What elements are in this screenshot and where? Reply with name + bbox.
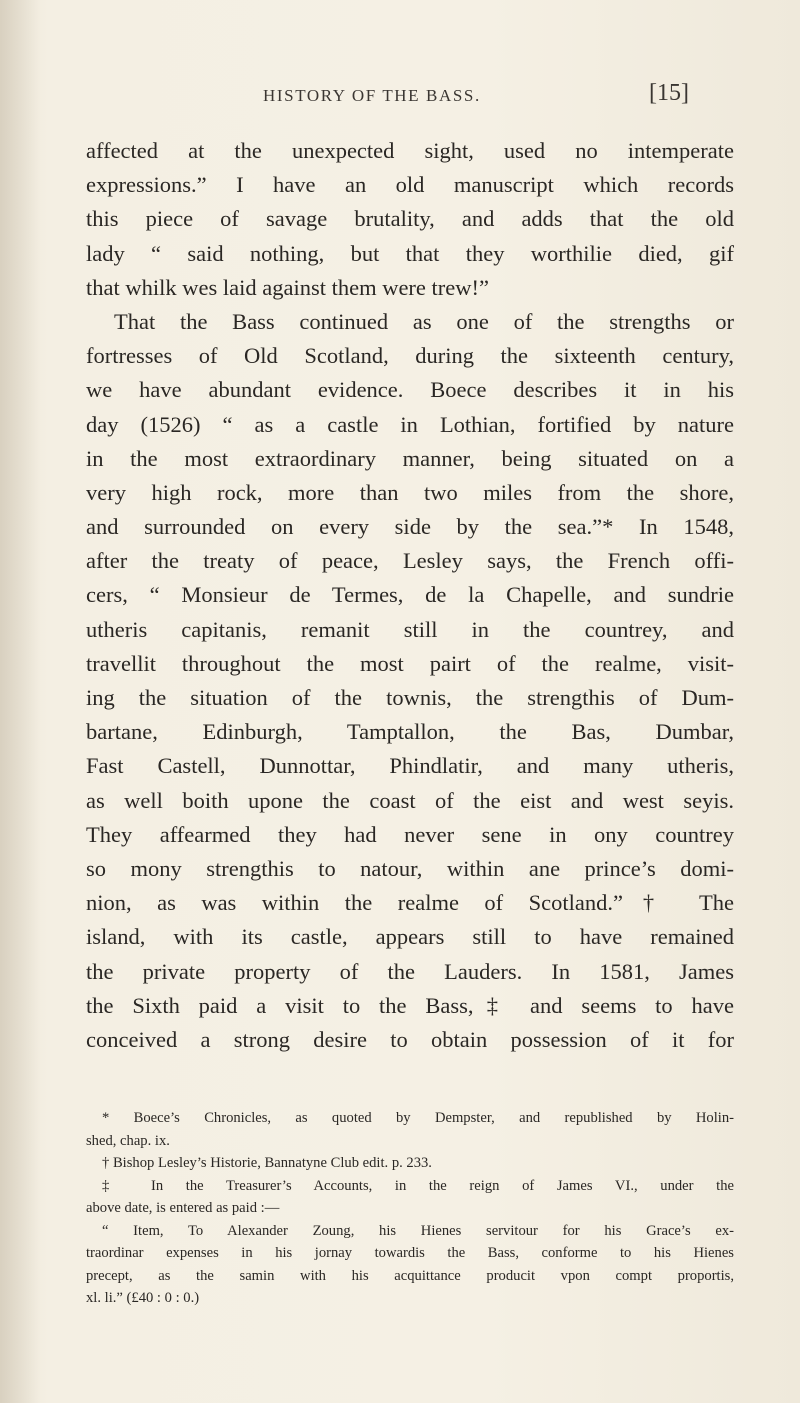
page-header: [0, 80, 800, 110]
page-gutter-shadow: [0, 0, 40, 1403]
text-line: the Sixth paid a visit to the Bass,‡ and seems to have: [86, 992, 734, 1018]
footnote-line: † Bishop Lesley’s Historie, Bannatyne Club edit. p. 233.: [102, 1155, 432, 1171]
body-text: [86, 134, 734, 1057]
running-head: HISTORY OF THE BASS.: [263, 86, 481, 105]
footnote-line: traordinar expenses in his jornay towardis the Bass, conforme to his Hienes: [86, 1245, 734, 1261]
text-line: after the treaty of peace, Lesley says, the French offi-: [86, 548, 734, 574]
text-line: day (1526) “ as a castle in Lothian, fortified by nature: [86, 411, 734, 437]
text-line: travellit throughout the most pairt of the realme, visit-: [86, 650, 734, 676]
text-line: we have abundant evidence. Boece describes it in his: [86, 377, 734, 403]
text-line: affected at the unexpected sight, used no intemperate: [86, 138, 734, 163]
text-line: and surrounded on every side by the sea.”* In 1548,: [86, 514, 734, 540]
text-line: conceived a strong desire to obtain possession of it for: [86, 1026, 734, 1052]
text-line: nion, as was within the realme of Scotland.”† The: [86, 890, 734, 916]
text-line: fortresses of Old Scotland, during the sixteenth century,: [86, 343, 734, 369]
text-line: Fast Castell, Dunnottar, Phindlatir, and many utheris,: [86, 753, 734, 779]
text-line: the private property of the Lauders. In 1581, James: [86, 958, 734, 984]
text-line: bartane, Edinburgh, Tamptallon, the Bas, Dumbar,: [86, 719, 734, 745]
footnote-line: * Boece’s Chronicles, as quoted by Dempster, and republished by Holin-: [102, 1110, 734, 1126]
text-line: so mony strengthis to natour, within ane prince’s domi-: [86, 855, 734, 881]
text-line: expressions.” I have an old manuscript which records: [86, 172, 734, 198]
text-line: lady “ said nothing, but that they worthilie died, gif: [86, 240, 734, 266]
text-line: ing the situation of the townis, the strengthis of Dum-: [86, 685, 734, 710]
page-number: [15]: [649, 80, 689, 106]
text-line: utheris capitanis, remanit still in the countrey, and: [86, 616, 734, 642]
text-line: island, with its castle, appears still to have remained: [86, 924, 734, 950]
footnote-line: above date, is entered as paid :—: [86, 1200, 280, 1216]
footnote-line: “ Item, To Alexander Zoung, his Hienes servitour for his Grace’s ex-: [102, 1222, 734, 1239]
text-line: that whilk wes laid against them were trew!”: [86, 274, 489, 300]
footnote-line: precept, as the samin with his acquittance producit vpon compt proportis,: [86, 1267, 734, 1284]
text-line: in the most extraordinary manner, being situated on a: [86, 445, 734, 471]
footnote-line: shed, chap. ix.: [86, 1132, 170, 1149]
footnotes: [86, 1107, 734, 1310]
text-line: as well boith upone the coast of the eist and west seyis.: [86, 787, 734, 813]
text-line: this piece of savage brutality, and adds that the old: [86, 206, 734, 232]
footnote-line: xl. li.” (£40 : 0 : 0.): [86, 1290, 200, 1306]
text-line: very high rock, more than two miles from the shore,: [86, 479, 734, 505]
text-line: That the Bass continued as one of the strengths or: [114, 308, 734, 334]
text-line: They affearmed they had never sene in ony countrey: [86, 821, 734, 847]
text-line: cers, “ Monsieur de Termes, de la Chapelle, and sundrie: [86, 582, 734, 608]
footnote-line: ‡ In the Treasurer’s Accounts, in the reign of James VI., under the: [102, 1177, 734, 1194]
